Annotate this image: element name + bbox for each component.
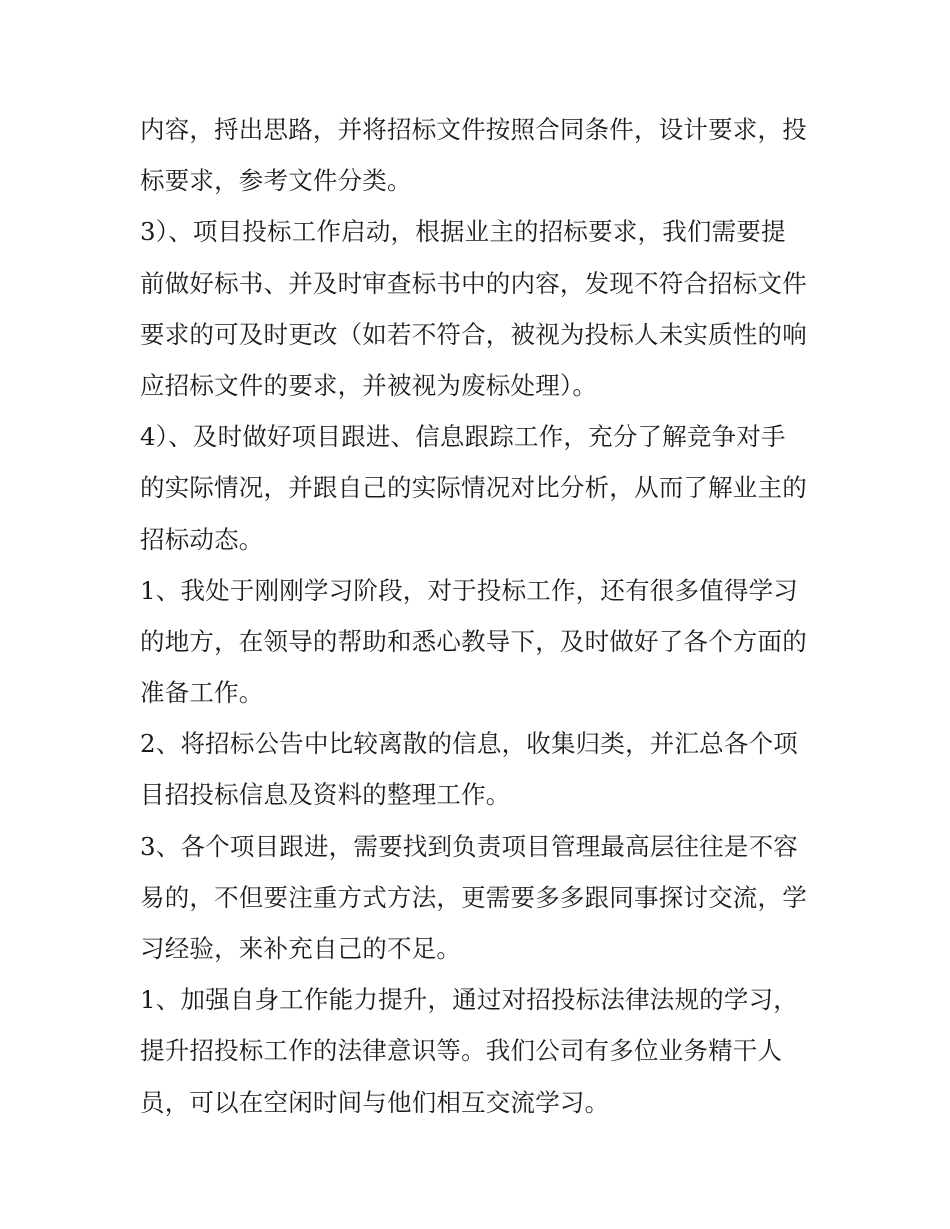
- text-line: 应招标文件的要求，并被视为废标处理）。: [140, 370, 598, 400]
- document-body: [140, 104, 830, 1128]
- text-line: 标要求，参考文件分类。: [140, 166, 412, 196]
- text-line: 3、各个项目跟进，需要找到负责项目管理最高层往往是不容: [140, 831, 798, 861]
- text-line: 易的，不但要注重方式方法，更需要多多跟同事探讨交流，学: [140, 882, 807, 912]
- text-line: 提升招投标工作的法律意识等。我们公司有多位业务精干人: [140, 1036, 783, 1066]
- text-line: 招标动态。: [140, 524, 264, 554]
- text-line: 1、我处于刚刚学习阶段，对于投标工作，还有很多值得学习: [140, 575, 798, 605]
- text-line: 1、加强自身工作能力提升，通过对招投标法律法规的学习，: [140, 985, 798, 1015]
- text-line: 内容，捋出思路，并将招标文件按照合同条件，设计要求，投: [140, 115, 807, 144]
- text-line: 准备工作。: [140, 678, 264, 708]
- text-line: 2、将招标公告中比较离散的信息，收集归类，并汇总各个项: [140, 729, 798, 759]
- text-line: 要求的可及时更改（如若不符合，被视为投标人未实质性的响: [140, 319, 807, 349]
- text-line: 的实际情况，并跟自己的实际情况对比分析，从而了解业主的: [140, 473, 807, 503]
- text-line: 习经验，来补充自己的不足。: [140, 934, 462, 963]
- text-line: 目招投标信息及资料的整理工作。: [140, 780, 511, 810]
- text-line: 员，可以在空闲时间与他们相互交流学习。: [140, 1087, 610, 1117]
- text-line: 的地方，在领导的帮助和悉心教导下，及时做好了各个方面的: [140, 626, 807, 656]
- text-line: 4）、及时做好项目跟进、信息跟踪工作，充分了解竞争对手: [140, 422, 786, 452]
- text-line: 3）、项目投标工作启动，根据业主的招标要求，我们需要提: [140, 217, 786, 247]
- text-line: 前做好标书、并及时审查标书中的内容，发现不符合招标文件: [140, 268, 807, 298]
